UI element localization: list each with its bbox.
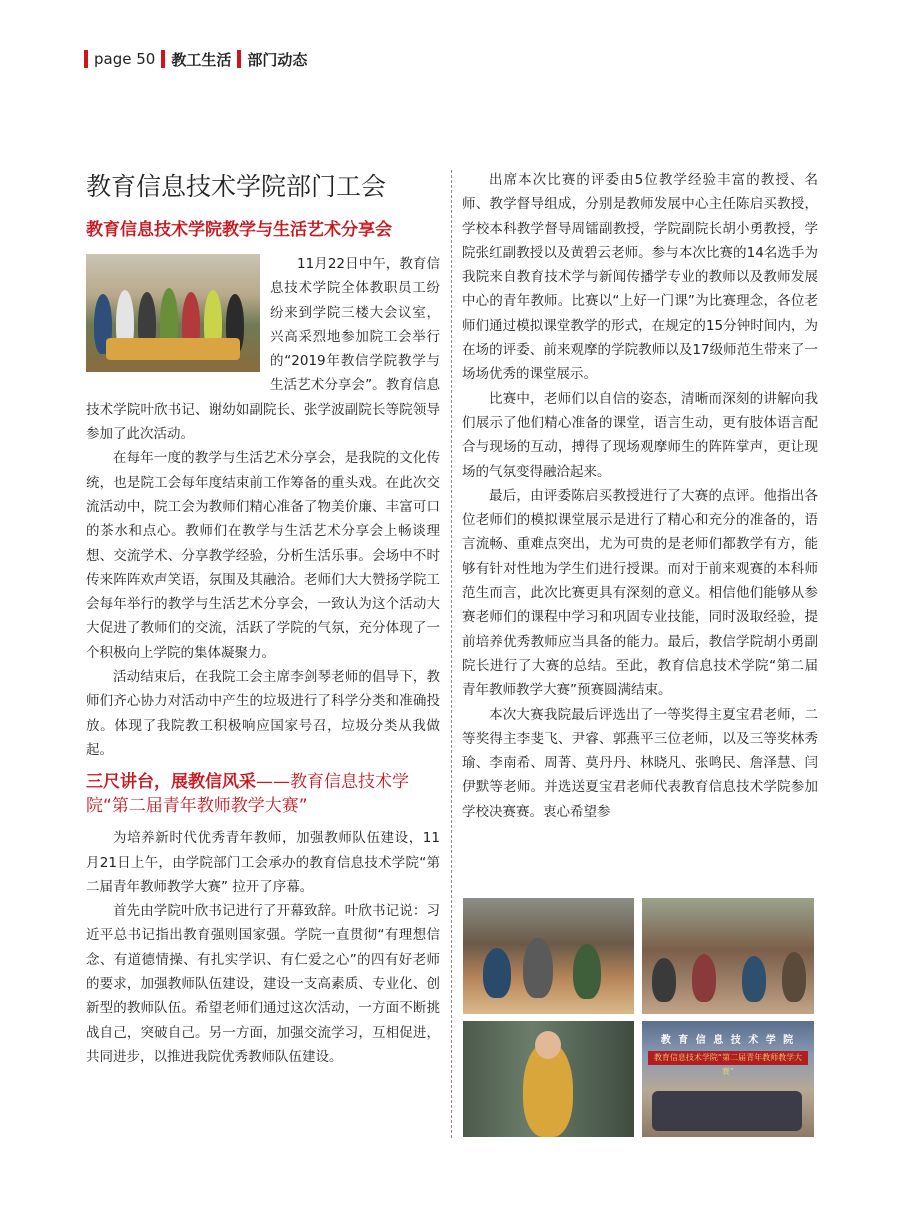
competition-photo-classroom (642, 898, 814, 1014)
header-bar-decoration (237, 50, 241, 68)
page-header (84, 48, 313, 70)
subsection-label: 部门动态 (247, 50, 308, 69)
right-column (462, 168, 818, 824)
section2-title-bold: 三尺讲台，展教信风采 (86, 772, 256, 793)
section2-paragraph: 首先由学院叶欣书记进行了开幕致辞。叶欣书记说：习近平总书记指出教育强则国家强。学院一直贯彻“有理想信念、有道德情操、有扎实学识、有仁爱之心”的四有好老师的要求，加强教师队伍建设，建设一支高素质、专业化、创新型的教师队伍。希望老师们通过这次活动，一方面不断挑战自己，突破自己。另一方面，加强交流学习，互相促进，共同进步，以推进我院优秀教师队伍建设。 (86, 903, 440, 1065)
section1-title: 教育信息技术学院教学与生活艺术分享会 (86, 220, 392, 240)
header-bar-decoration (161, 50, 165, 68)
section1-paragraph: 11月22日中午，教育信息技术学院全体教职员工纷纷来到学院三楼大会议室，兴高采烈地参加院工会举行的“2019年教信学院教学与生活艺术分享会”。教育信息技术学院叶欣书记、谢幼如副院长、张学波副院长等院领导参加了此次活动。 (86, 256, 440, 443)
section2-paragraph: 为培养新时代优秀青年教师，加强教师队伍建设，11月21日上午，由学院部门工会承办的教育信息技术学院“第二届青年教师教学大赛” 拉开了序幕。 (86, 830, 440, 895)
section2-paragraph: 比赛中，老师们以自信的姿态，清晰而深刻的讲解向我们展示了他们精心准备的课堂，语言生动，更有肢体语言配合与现场的互动，搏得了现场观摩师生的阵阵掌声，更让现场的气氛变得融洽起来。 (462, 390, 818, 480)
page-number: page 50 (94, 50, 156, 68)
section1-paragraph: 在每年一度的教学与生活艺术分享会，是我院的文化传统，也是院工会每年度结束前工作筹备的重头戏。在此次交流活动中，院工会为教师们精心准备了物美价廉、丰富可口的茶水和点心。教师们在教学与生活艺术分享会上畅谈理想、交流学术、分享教学经验，分析生活乐事。会场中不时传来阵阵欢声笑语，氛围及其融洽。老师们大大赞扬学院工会每年举行的教学与生活艺术分享会，一致认为这个活动大大促进了教师们的交流，活跃了学院的气氛，充分体现了一个积极向上学院的集体凝聚力。 (86, 450, 440, 661)
competition-photo-teacher (463, 1021, 634, 1137)
building-sign: 教 育 信 息 技 术 学 院 (660, 1035, 796, 1046)
article-title: 教育信息技术学院部门工会 (86, 172, 387, 201)
section-label: 教工生活 (171, 50, 232, 69)
event-banner: 教育信息技术学院“第二届青年教师教学大赛” (648, 1051, 808, 1065)
section2-paragraph: 本次大赛我院最后评选出了一等奖得主夏宝君老师，二等奖得主李斐飞、尹睿、郭燕平三位老师，以及三等奖林秀瑜、李南希、周菁、莫丹丹、林晓凡、张鸣民、詹泽慧、闫伊默等老师。并选送夏宝君老师代表教育信息技术学院参加学校决赛赛。衷心希望参 (462, 706, 818, 820)
header-bar-decoration (84, 50, 88, 68)
left-column (86, 168, 440, 1069)
section2-paragraph: 出席本次比赛的评委由5位教学经验丰富的教授、名师、教学督导组成，分别是教师发展中心主任陈启买教授，学校本科教学督导周镭副教授，学院副院长胡小勇教授，学院张红副教授以及黄碧云老师。参与本次比赛的14名选手为我院来自教育技术学与新闻传播学专业的教师以及教师发展中心的青年教师。比赛以“上好一门课”为比赛理念，各位老师们通过模拟课堂教学的形式，在规定的15分钟时间内，为在场的评委、前来观摩的学院教师以及17级师范生带来了一场场优秀的课堂展示。 (462, 172, 818, 383)
section1-paragraph: 活动结束后，在我院工会主席李剑琴老师的倡导下，教师们齐心协力对活动中产生的垃圾进行了科学分类和准确投放。体现了我院教工积极响应国家号召，垃圾分类从我做起。 (86, 669, 440, 758)
group-photo (86, 254, 260, 372)
competition-photo-group (642, 1021, 814, 1137)
section2-title (86, 770, 440, 818)
competition-photo-audience (463, 898, 634, 1014)
section2-paragraph: 最后，由评委陈启买教授进行了大赛的点评。他指出各位老师们的模拟课堂展示是进行了精心和充分的准备的，语言流畅、重难点突出，尤为可贵的是老师们都教学有方，能够有针对性地为学生们进行授课。而对于前来观赛的本科师范生而言，此次比赛更具有深刻的意义。相信他们能够从参赛老师们的课程中学习和巩固专业技能，同时汲取经验，提前培养优秀教师应当具备的能力。最后，教信学院胡小勇副院长进行了大赛的总结。至此，教育信息技术学院“第二届青年教师教学大赛”预赛圆满结束。 (462, 487, 818, 699)
column-divider (451, 170, 452, 1138)
section2-title-rest: ——教育信息技术学院“第二届青年教师教学大赛” (86, 772, 409, 817)
